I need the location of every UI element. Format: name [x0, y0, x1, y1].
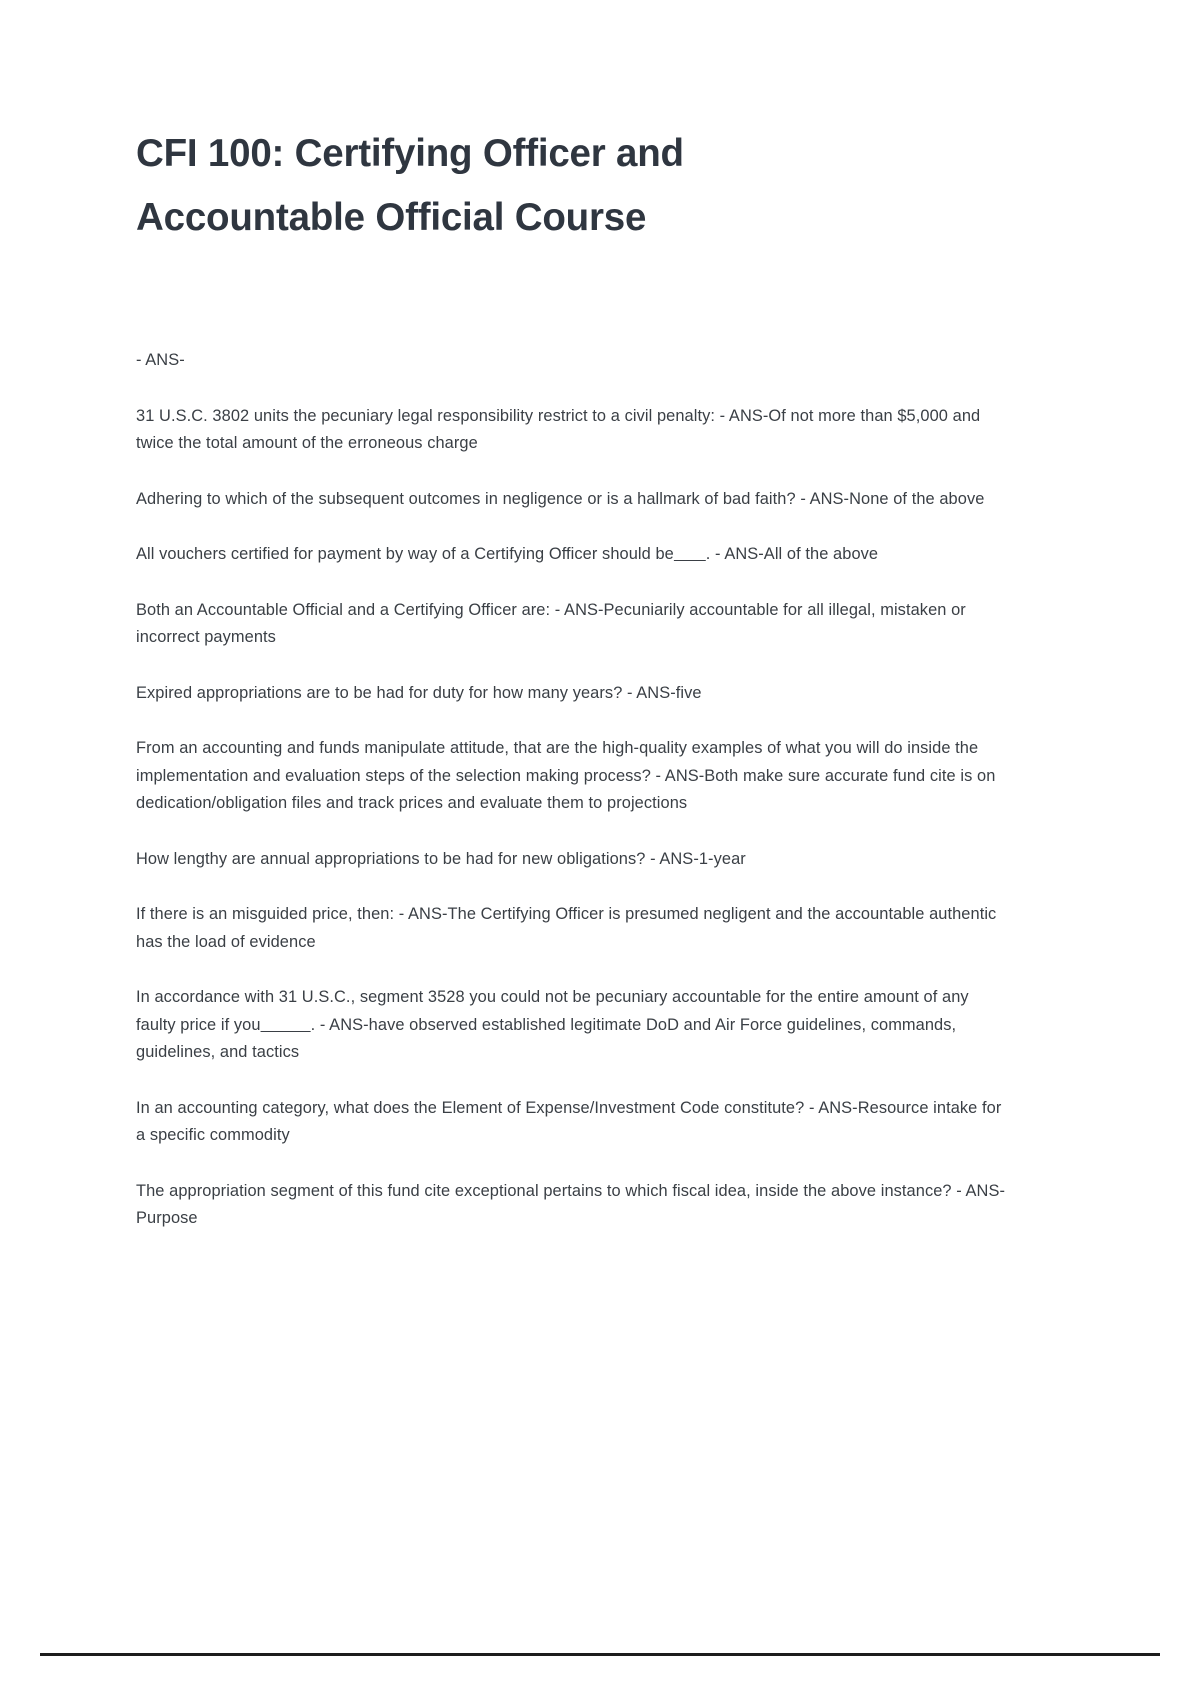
page-title: CFI 100: Certifying Officer and Accountable Official Course [136, 132, 684, 239]
paragraph: Expired appropriations are to be had for duty for how many years? - ANS-five [136, 683, 702, 702]
paragraph: In an accounting category, what does the Element of Expense/Investment Code constitute? - ANS-Resource intake for a specific commodity [136, 1098, 1002, 1144]
paragraph: Both an Accountable Official and a Certifying Officer are: - ANS-Pecuniarily accountable for all illegal, mistaken or incorrect payments [136, 600, 966, 646]
document-content [136, 122, 1008, 1233]
paragraph: Adhering to which of the subsequent outcomes in negligence or is a hallmark of bad faith? - ANS-None of the above [136, 489, 985, 508]
paragraph: The appropriation segment of this fund cite exceptional pertains to which fiscal idea, inside the above instance? - ANS-Purpose [136, 1181, 1006, 1227]
paragraph: From an accounting and funds manipulate attitude, that are the high-quality examples of what you will do inside the implementation and evaluation steps of the selection making process? - ANS-Both make sure accurate fund cite is on dedication/obligation files and track prices and evaluate them to projections [136, 739, 996, 812]
paragraph: How lengthy are annual appropriations to be had for new obligations? - ANS-1-year [136, 849, 746, 868]
paragraph: In accordance with 31 U.S.C., segment 3528 you could not be pecuniary accountable for the entire amount of any faulty price if you . - ANS-have observed established legitimate DoD and Air Force guidelines, commands, guidelines, and tactics [136, 988, 969, 1061]
document-body [136, 347, 1008, 1233]
paragraph: If there is an misguided price, then: - ANS-The Certifying Officer is presumed negligent and the accountable authentic has the load of evidence [136, 905, 997, 951]
paragraph: - ANS- [136, 351, 185, 369]
paragraph: All vouchers certified for payment by way of a Certifying Officer should be . - ANS-All of the above [136, 545, 879, 563]
footer-divider [40, 1653, 1160, 1656]
paragraph: 31 U.S.C. 3802 units the pecuniary legal responsibility restrict to a civil penalty: - ANS-Of not more than $5,000 and twice the total amount of the erroneous charge [136, 406, 981, 452]
